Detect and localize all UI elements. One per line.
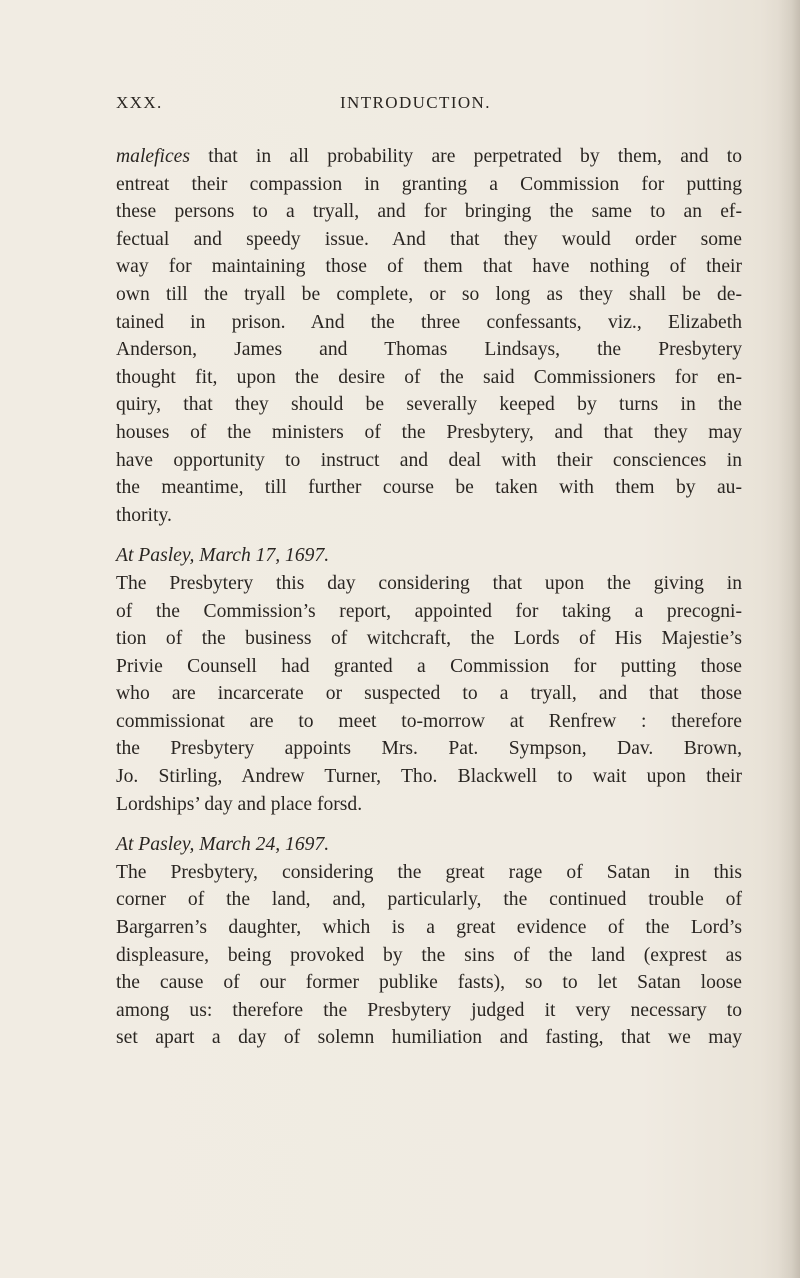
text-line: these persons to a tryall, and for bringing the same to an ef-	[116, 201, 742, 223]
page-edge-shadow	[778, 0, 800, 1278]
text-line: displeasure, being provoked by the sins of the land (exprest as	[116, 944, 742, 966]
entry-heading: At Pasley, March 24, 1697.	[116, 834, 330, 856]
text-line: commissionat are to meet to-morrow at Renfrew : therefore	[116, 710, 742, 732]
text-line: of the Commission’s report, appointed for taking a precogni-	[116, 600, 742, 622]
text-line: Privie Counsell had granted a Commission for putting those	[116, 655, 742, 677]
running-title: INTRODUCTION.	[340, 93, 491, 112]
page-number: XXX.	[116, 93, 163, 112]
text-line: Lordships’ day and place forsd.	[116, 793, 363, 815]
text-line: The Presbytery this day considering that upon the giving in	[116, 572, 742, 594]
entry-heading: At Pasley, March 17, 1697.	[116, 545, 330, 567]
paragraph-3	[116, 859, 742, 1052]
text-line: Bargarren’s daughter, which is a great evidence of the Lord’s	[116, 917, 742, 939]
text-line: who are incarcerate or suspected to a tryall, and that those	[116, 683, 742, 705]
text-line: the cause of our former publike fasts), so to let Satan loose	[116, 972, 742, 994]
text-line: the Presbytery appoints Mrs. Pat. Sympson, Dav. Brown,	[116, 738, 742, 760]
text-line: The Presbytery, considering the great rage of Satan in this	[116, 861, 742, 883]
text-line: thority.	[116, 504, 172, 526]
text-line: Jo. Stirling, Andrew Turner, Tho. Blackwell to wait upon their	[116, 766, 742, 788]
text-line: fectual and speedy issue. And that they would order some	[116, 228, 742, 250]
text-line: tion of the business of witchcraft, the Lords of His Majestie’s	[116, 628, 742, 650]
text-line: malefices that in all probability are perpetrated by them, and to	[116, 146, 742, 167]
text-line: own till the tryall be complete, or so long as they shall be de-	[116, 283, 742, 305]
body-text	[116, 143, 742, 1052]
text-line: quiry, that they should be severally keeped by turns in the	[116, 394, 742, 416]
text-line: way for maintaining those of them that have nothing of their	[116, 256, 742, 278]
italic-word: malefices	[116, 146, 190, 167]
paragraph-1	[116, 143, 742, 529]
text-line: corner of the land, and, particularly, the continued trouble of	[116, 889, 742, 911]
paragraph-2	[116, 570, 742, 818]
text-line: entreat their compassion in granting a Commission for putting	[116, 173, 742, 195]
text-line: thought fit, upon the desire of the said Commissioners for en-	[116, 366, 742, 388]
text-line: houses of the ministers of the Presbytery, and that they may	[116, 421, 742, 443]
text-line: among us: therefore the Presbytery judged it very necessary to	[116, 999, 742, 1021]
text-line: the meantime, till further course be taken with them by au-	[116, 477, 742, 499]
text-line: have opportunity to instruct and deal with their consciences in	[116, 449, 742, 471]
text-line: Anderson, James and Thomas Lindsays, the Presbytery	[116, 339, 742, 361]
running-header	[116, 93, 710, 121]
text-line: tained in prison. And the three confessants, viz., Elizabeth	[116, 311, 742, 333]
text-line: set apart a day of solemn humiliation and fasting, that we may	[116, 1027, 742, 1049]
